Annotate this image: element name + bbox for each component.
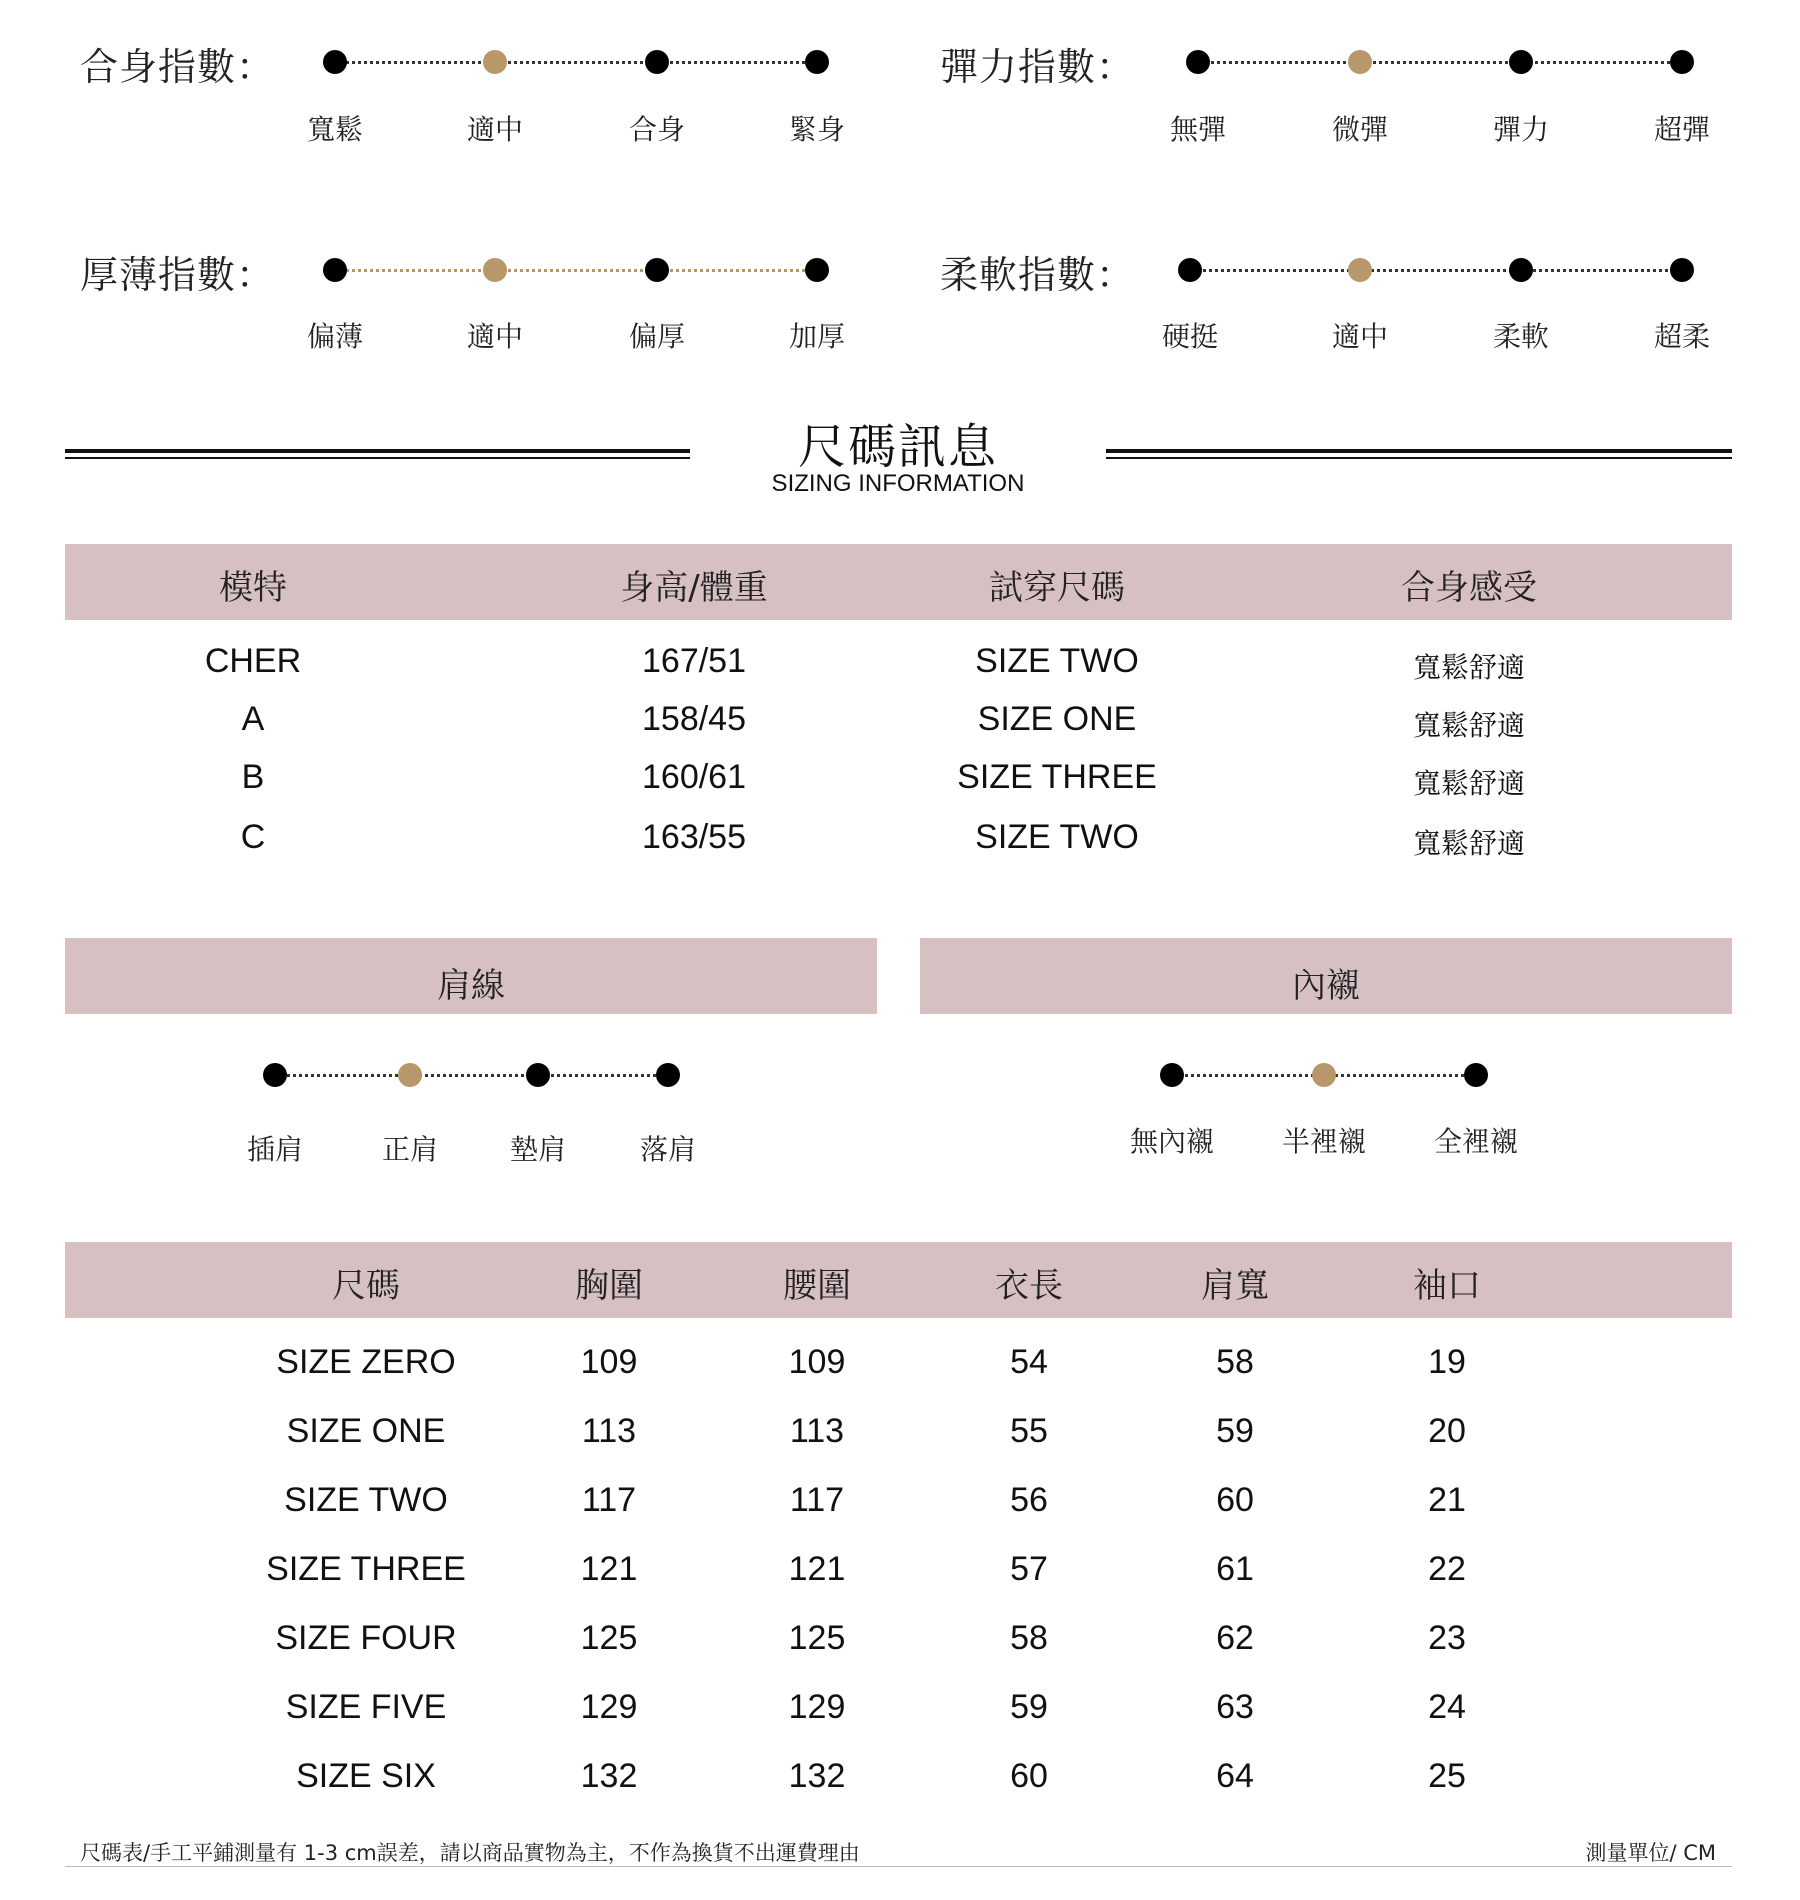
size-table-cell: 129 [788, 1688, 846, 1726]
scale-label: 無彈 [1169, 113, 1227, 146]
size-table-cell: 117 [581, 1481, 637, 1519]
scale-dot [645, 258, 669, 282]
scale-label: 柔軟 [1492, 320, 1550, 353]
size-table-heading: 衣長 [995, 1266, 1063, 1306]
model-table-heading: 試穿尺碼 [989, 568, 1125, 608]
scale-label: 墊肩 [509, 1133, 567, 1166]
scale-dot [323, 258, 347, 282]
model-table-cell: A [241, 700, 265, 738]
size-table-cell: 121 [580, 1550, 638, 1588]
size-table-cell: 55 [1010, 1412, 1048, 1450]
size-table-cell: 59 [1010, 1688, 1048, 1726]
size-table-header [65, 1242, 1732, 1318]
model-table-cell: SIZE ONE [977, 700, 1137, 738]
size-table-cell: 58 [1216, 1343, 1254, 1381]
model-table-cell: 寬鬆舒適 [1412, 709, 1526, 742]
model-table-cell: 158/45 [642, 700, 746, 738]
model-table-cell: 寬鬆舒適 [1412, 827, 1526, 860]
title-rule-left [65, 449, 690, 459]
model-table-heading: 模特 [219, 568, 287, 608]
model-table-cell: SIZE TWO [975, 642, 1139, 680]
model-table-cell: CHER [204, 642, 302, 680]
scale-dot [1178, 258, 1202, 282]
size-table-cell: 60 [1216, 1481, 1254, 1519]
scale-track [1198, 61, 1682, 64]
scale-label: 落肩 [639, 1133, 697, 1166]
scale-dot [805, 258, 829, 282]
size-table-cell: 61 [1216, 1550, 1254, 1588]
scale-label: 全裡襯 [1433, 1125, 1519, 1158]
model-table-cell: 167/51 [642, 642, 746, 680]
size-table-cell: SIZE SIX [296, 1757, 436, 1795]
scale-dot [323, 50, 347, 74]
scale-dot-selected [483, 50, 507, 74]
scale-dot [645, 50, 669, 74]
scale-dot-selected [1348, 258, 1372, 282]
thickness-index-title: 厚薄指數： [80, 253, 276, 297]
size-table-cell: 20 [1428, 1412, 1466, 1450]
scale-dot [526, 1063, 550, 1087]
scale-label: 超柔 [1653, 320, 1711, 353]
scale-dot [656, 1063, 680, 1087]
size-table-cell: 57 [1010, 1550, 1048, 1588]
scale-label: 微彈 [1331, 113, 1389, 146]
size-table-cell: 125 [788, 1619, 846, 1657]
scale-dot-selected [1312, 1063, 1336, 1087]
size-table-cell: 64 [1216, 1757, 1254, 1795]
size-table-cell: 60 [1010, 1757, 1048, 1795]
scale-track [1190, 269, 1682, 272]
scale-dot-selected [483, 258, 507, 282]
measurement-note: 尺碼表/手工平鋪測量有 1-3 cm誤差，請以商品實物為主，不作為換貨不出運費理由 [80, 1841, 860, 1865]
size-table-cell: 24 [1428, 1688, 1466, 1726]
model-table-cell: 160/61 [642, 758, 746, 796]
scale-dot [263, 1063, 287, 1087]
scale-dot [1509, 258, 1533, 282]
model-table-cell: SIZE TWO [975, 818, 1139, 856]
model-table-cell: 163/55 [642, 818, 746, 856]
scale-dot [1670, 50, 1694, 74]
scale-label: 寬鬆 [306, 113, 364, 146]
model-table-cell: C [240, 818, 266, 856]
title-rule-right [1106, 449, 1732, 459]
scale-track [335, 61, 817, 64]
size-table-cell: 22 [1428, 1550, 1466, 1588]
scale-label: 偏薄 [306, 320, 364, 353]
scale-label: 半裡襯 [1281, 1125, 1367, 1158]
softness-index-title: 柔軟指數： [940, 253, 1136, 297]
size-table-cell: SIZE TWO [284, 1481, 448, 1519]
size-table-cell: 117 [789, 1481, 845, 1519]
scale-label: 彈力 [1492, 113, 1550, 146]
model-table-heading: 身高/體重 [620, 568, 768, 608]
size-table-cell: 129 [580, 1688, 638, 1726]
size-table-cell: 113 [581, 1412, 637, 1450]
model-table-cell: B [241, 758, 265, 796]
scale-dot [1186, 50, 1210, 74]
size-table-heading: 胸圍 [575, 1266, 643, 1306]
size-table-heading: 腰圍 [783, 1266, 851, 1306]
size-table-cell: SIZE ONE [286, 1412, 446, 1450]
size-table-cell: 62 [1216, 1619, 1254, 1657]
size-table-cell: 125 [580, 1619, 638, 1657]
size-table-cell: 63 [1216, 1688, 1254, 1726]
scale-track [275, 1074, 668, 1077]
scale-dot [1670, 258, 1694, 282]
model-table-heading: 合身感受 [1401, 568, 1537, 608]
model-table-cell: 寬鬆舒適 [1412, 767, 1526, 800]
size-table-cell: 109 [788, 1343, 846, 1381]
measurement-unit: 測量單位/ CM [1585, 1841, 1716, 1865]
size-table-cell: 19 [1428, 1343, 1466, 1381]
scale-label: 加厚 [788, 320, 846, 353]
lining-title: 內襯 [1292, 966, 1360, 1006]
scale-dot [1464, 1063, 1488, 1087]
scale-label: 偏厚 [628, 320, 686, 353]
size-table-cell: 23 [1428, 1619, 1466, 1657]
scale-label: 無內襯 [1129, 1125, 1215, 1158]
scale-label: 適中 [466, 113, 524, 146]
fit-index-title: 合身指數： [80, 45, 276, 89]
scale-dot [805, 50, 829, 74]
size-table-cell: 113 [789, 1412, 845, 1450]
scale-dot-selected [398, 1063, 422, 1087]
size-table-cell: 21 [1428, 1481, 1466, 1519]
scale-label: 合身 [628, 113, 686, 146]
scale-label: 硬挺 [1161, 320, 1219, 353]
sizing-subtitle: SIZING INFORMATION [771, 470, 1025, 497]
scale-dot [1160, 1063, 1184, 1087]
model-table-cell: SIZE THREE [957, 758, 1157, 796]
size-table-cell: SIZE FOUR [275, 1619, 457, 1657]
sizing-title: 尺碼訊息 [797, 419, 999, 475]
size-table-heading: 尺碼 [332, 1266, 400, 1306]
size-table-cell: 132 [788, 1757, 846, 1795]
scale-label: 緊身 [788, 113, 846, 146]
size-table-cell: SIZE FIVE [285, 1688, 447, 1726]
size-table-cell: SIZE ZERO [276, 1343, 456, 1381]
model-table-cell: 寬鬆舒適 [1412, 651, 1526, 684]
size-table-cell: 121 [788, 1550, 846, 1588]
scale-label: 正肩 [381, 1133, 439, 1166]
size-table-cell: 132 [580, 1757, 638, 1795]
stretch-index-title: 彈力指數： [940, 45, 1136, 89]
size-table-heading: 肩寬 [1201, 1266, 1269, 1306]
scale-label: 插肩 [246, 1133, 304, 1166]
scale-label: 適中 [466, 320, 524, 353]
scale-label: 超彈 [1653, 113, 1711, 146]
scale-dot [1509, 50, 1533, 74]
size-table-cell: 59 [1216, 1412, 1254, 1450]
scale-track [335, 269, 817, 272]
size-table-cell: 109 [580, 1343, 638, 1381]
size-table-cell: 25 [1428, 1757, 1466, 1795]
size-table-cell: SIZE THREE [266, 1550, 466, 1588]
size-table-cell: 56 [1010, 1481, 1048, 1519]
size-table-cell: 54 [1010, 1343, 1048, 1381]
size-table-heading: 袖口 [1413, 1266, 1481, 1306]
footer-rule [65, 1866, 1732, 1867]
size-table-cell: 58 [1010, 1619, 1048, 1657]
shoulder-title: 肩線 [437, 966, 505, 1006]
scale-label: 適中 [1331, 320, 1389, 353]
scale-dot-selected [1348, 50, 1372, 74]
